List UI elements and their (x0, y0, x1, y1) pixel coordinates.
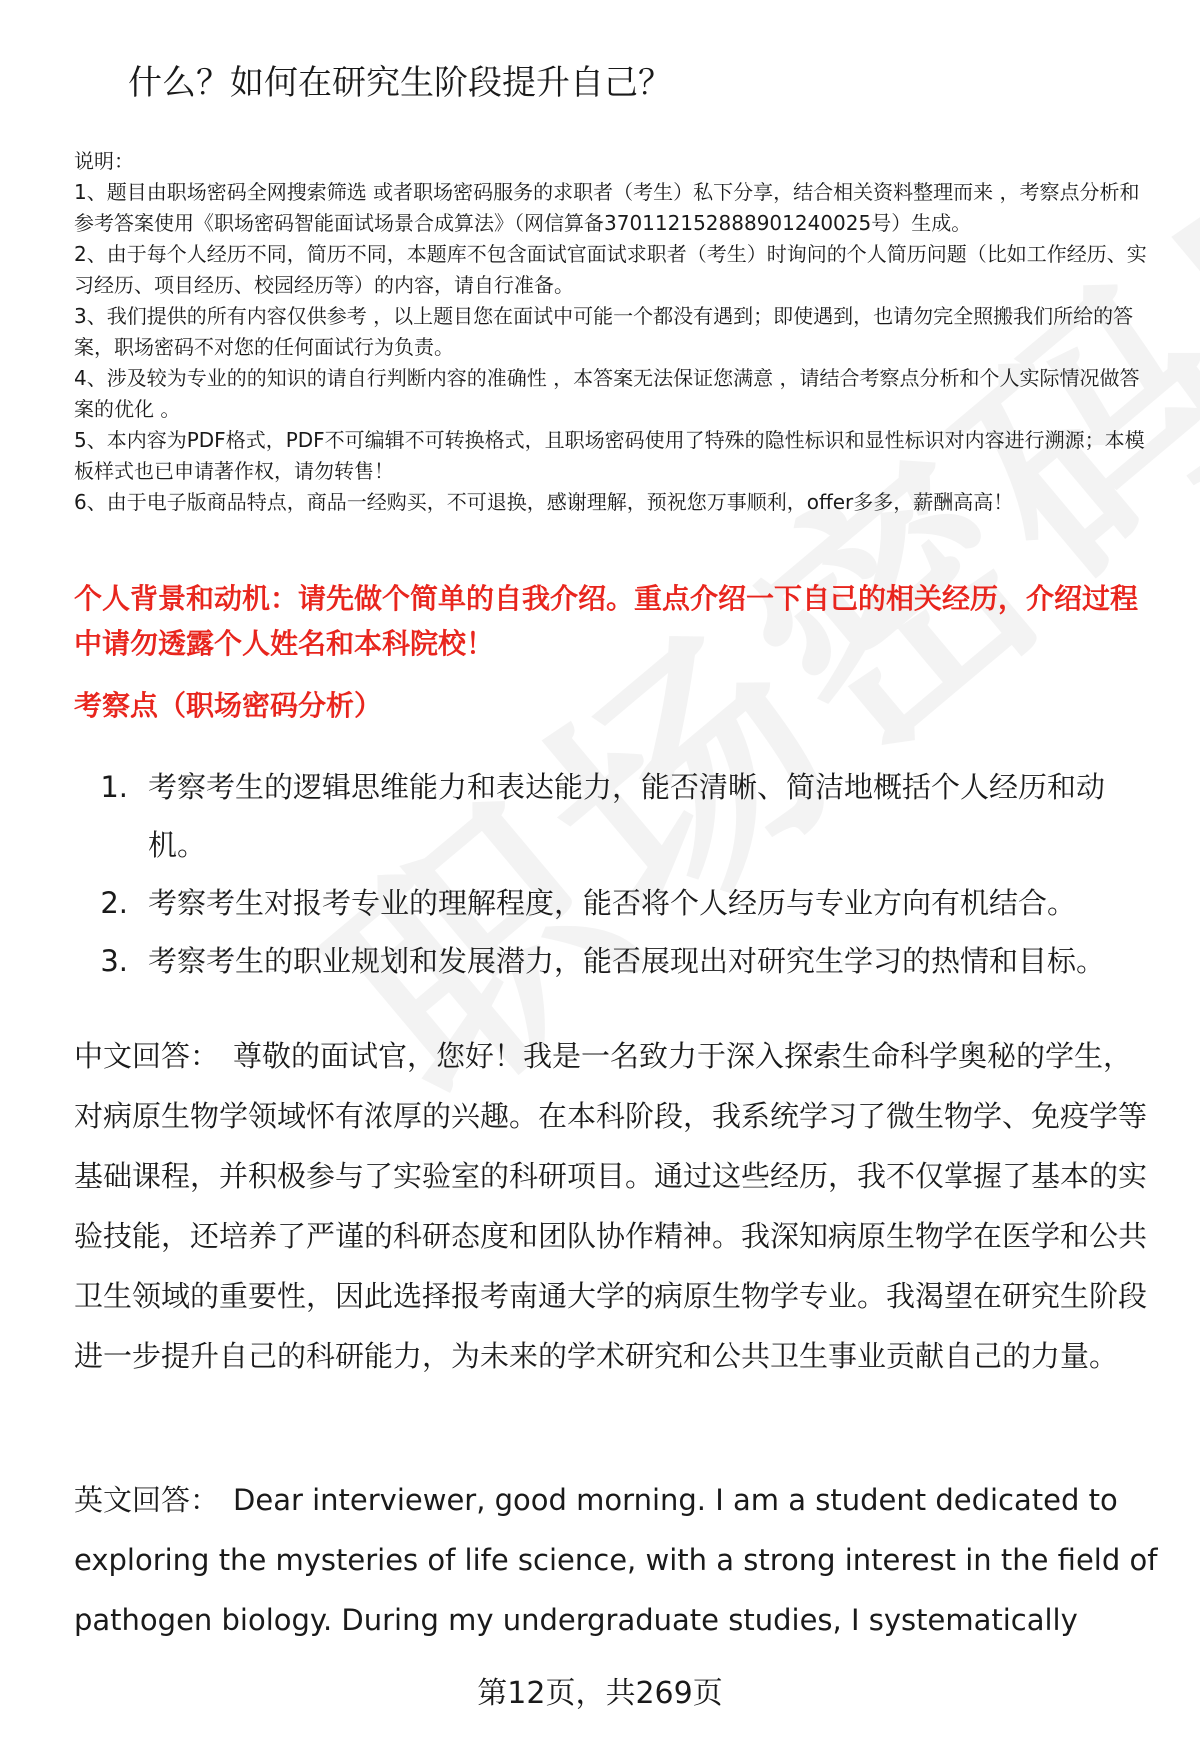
note-item: 2、由于每个人经历不同，简历不同，本题库不包含面试官面试求职者（考生）时询问的个人简历问题（比如工作经历、实习经历、项目经历、校园经历等）的内容，请自行准备。 (74, 242, 1147, 297)
list-number: 2. (100, 886, 128, 920)
chinese-answer-label: 中文回答： (74, 1039, 220, 1073)
question-title: 什么？如何在研究生阶段提升自己？ (128, 63, 672, 103)
chinese-answer (74, 1026, 1159, 1386)
list-item (74, 874, 1154, 932)
english-answer (74, 1470, 1159, 1650)
note-item: 6、由于电子版商品特点，商品一经购买，不可退换，感谢理解，预祝您万事顺利，offer多多，薪酬高高！ (74, 490, 1014, 514)
list-number: 3. (100, 944, 128, 978)
list-item (74, 758, 1154, 874)
note-item: 4、涉及较为专业的的知识的请自行判断内容的准确性 ，本答案无法保证您满意 ，请结合考察点分析和个人实际情况做答案的优化 。 (74, 366, 1140, 421)
exam-points-list (74, 758, 1154, 990)
list-item (74, 932, 1154, 990)
question-heading: 个人背景和动机：请先做个简单的自我介绍。重点介绍一下自己的相关经历，介绍过程中请勿透露个人姓名和本科院校！ (74, 582, 1139, 660)
list-number: 1. (100, 770, 128, 804)
english-answer-label: 英文回答： (74, 1483, 220, 1517)
note-item: 1、题目由职场密码全网搜索筛选 或者职场密码服务的求职者（考生）私下分享，结合相关资料整理而来 ，考察点分析和参考答案使用《职场密码智能面试场景合成算法》（网信算备370112152888901240025号）生成。 (74, 180, 1140, 235)
list-text: 考察考生的逻辑思维能力和表达能力，能否清晰、简洁地概括个人经历和动机。 (148, 770, 1106, 862)
notes-section (74, 146, 1159, 518)
note-item: 3、我们提供的所有内容仅供参考 ，以上题目您在面试中可能一个都没有遇到；即使遇到，也请勿完全照搬我们所给的答案，职场密码不对您的任何面试行为负责。 (74, 304, 1134, 359)
exam-points-heading: 考察点（职场密码分析） (74, 689, 383, 722)
notes-heading: 说明： (74, 149, 134, 173)
chinese-answer-text: 尊敬的面试官，您好！我是一名致力于深入探索生命科学奥秘的学生，对病原生物学领域怀有浓厚的兴趣。在本科阶段，我系统学习了微生物学、免疫学等基础课程，并积极参与了实验室的科研项目。通过这些经历，我不仅掌握了基本的实验技能，还培养了严谨的科研态度和团队协作精神。我深知病原生物学在医学和公共卫生领域的重要性，因此选择报考南通大学的病原生物学专业。我渴望在研究生阶段进一步提升自己的科研能力，为未来的学术研究和公共卫生事业贡献自己的力量。 (74, 1039, 1148, 1373)
note-item: 5、本内容为PDF格式，PDF不可编辑不可转换格式，且职场密码使用了特殊的隐性标识和显性标识对内容进行溯源；本模板样式也已申请著作权，请勿转售！ (74, 428, 1145, 483)
page-footer: 第12页，共269页 (477, 1676, 723, 1711)
list-text: 考察考生的职业规划和发展潜力，能否展现出对研究生学习的热情和目标。 (148, 944, 1106, 978)
english-answer-text: Dear interviewer, good morning. I am a student dedicated to exploring the mysteries of life science, with a strong interest in the field of pathogen biology. During my undergraduate studies, I systematically (74, 1483, 1158, 1637)
list-text: 考察考生对报考专业的理解程度，能否将个人经历与专业方向有机结合。 (148, 886, 1077, 920)
